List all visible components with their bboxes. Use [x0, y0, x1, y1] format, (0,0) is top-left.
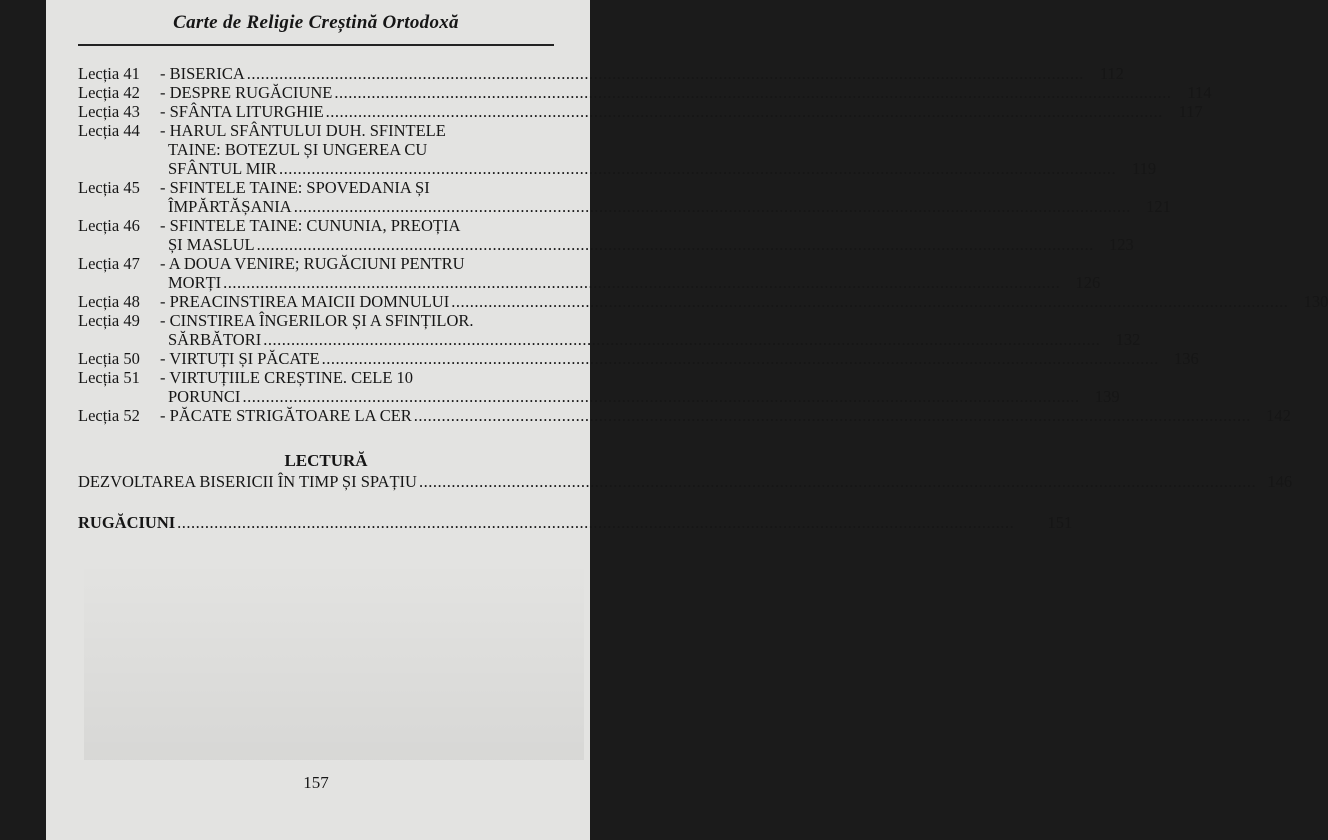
- toc-entry-reading: [78, 472, 1293, 491]
- toc-entry-title-line: - BISERICA: [160, 64, 245, 83]
- toc-entry-page: 117: [1178, 102, 1203, 121]
- dot-leader: [221, 273, 1062, 292]
- toc-entry-title-line: - CINSTIREA ÎNGERILOR ȘI A SFINȚILOR.: [160, 311, 474, 330]
- toc-entry: [78, 311, 1141, 349]
- toc-entry-page: 119: [1131, 159, 1157, 178]
- page-number: 157: [303, 773, 329, 792]
- toc-entry: [78, 349, 1199, 368]
- toc-entry-page: 121: [1146, 197, 1171, 216]
- toc-entry-title-line: - PĂCATE STRIGĂTOARE LA CER: [160, 406, 412, 425]
- toc-entry-label: Lecția 51: [78, 368, 140, 387]
- toc-entry-page: 130: [1303, 292, 1328, 311]
- toc-entry: [78, 102, 1203, 121]
- toc-entry-title-line: - VIRTUȚI ȘI PĂCATE: [160, 349, 320, 368]
- toc-entry: [78, 83, 1212, 102]
- book-page: [46, 0, 1328, 840]
- toc-entry-page: 112: [1099, 64, 1124, 83]
- toc-entry-label: Lecția 42: [78, 83, 140, 102]
- toc-entry-page: 139: [1094, 387, 1120, 406]
- toc-entry-page: 136: [1173, 349, 1199, 368]
- dot-leader: [277, 159, 1118, 178]
- toc-list: [78, 64, 1328, 425]
- toc-entry: [78, 368, 1120, 406]
- toc-entry-title-line: TAINE: BOTEZUL ȘI UNGEREA CU: [168, 140, 428, 159]
- toc-entry-page: 114: [1187, 83, 1212, 102]
- toc-entry-title-line: - A DOUA VENIRE; RUGĂCIUNI PENTRU: [160, 254, 465, 273]
- dot-leader: [320, 349, 1161, 368]
- toc-entry-page: 146: [1267, 472, 1293, 491]
- toc-entry-title-line: SĂRBĂTORI: [168, 330, 262, 349]
- toc-entry-title-line: - VIRTUȚIILE CREȘTINE. CELE 10: [160, 368, 414, 387]
- toc-entry-label: Lecția 44: [78, 121, 140, 140]
- toc-entry-label: Lecția 43: [78, 102, 140, 121]
- dot-leader: [417, 472, 1258, 491]
- dot-leader: [449, 292, 1290, 311]
- toc-entry: [78, 406, 1291, 425]
- toc-entry-title-line: ȘI MASLUL: [168, 235, 255, 254]
- toc-entry-label: Lecția 48: [78, 292, 140, 311]
- toc-entry: [78, 216, 1134, 254]
- toc-entry-label: Lecția 47: [78, 254, 140, 273]
- toc-entry-page: 132: [1115, 330, 1141, 349]
- toc-entry-label: Lecția 41: [78, 64, 140, 83]
- reading-section-title: LECTURĂ: [284, 451, 368, 470]
- toc-entry-title-line: MORȚI: [168, 273, 222, 292]
- dot-leader: [332, 83, 1173, 102]
- toc-entry-label: Lecția 46: [78, 216, 140, 235]
- toc-entry-page: 142: [1266, 406, 1291, 425]
- toc-entry-page: 151: [1047, 513, 1073, 532]
- dot-leader: [245, 64, 1086, 83]
- toc-entry-title-line: - SFÂNTA LITURGHIE: [160, 102, 324, 121]
- toc-entry: [78, 292, 1328, 311]
- toc-entry-label: Lecția 49: [78, 311, 140, 330]
- toc-entry-label: Lecția 52: [78, 406, 140, 425]
- dot-leader: [175, 513, 1016, 532]
- dot-leader: [240, 387, 1081, 406]
- toc-entry-page: 126: [1075, 273, 1101, 292]
- header-rule: [78, 44, 554, 46]
- toc-entry-label: Lecția 45: [78, 178, 140, 197]
- toc-entry-page: 123: [1109, 235, 1134, 254]
- toc-entry-title-line: ÎMPĂRTĂȘANIA: [168, 197, 292, 216]
- toc-entry-title-line: - PREACINSTIREA MAICII DOMNULUI: [160, 292, 450, 311]
- toc-entry: [78, 254, 1101, 292]
- toc-entry-title: RUGĂCIUNI: [78, 513, 176, 532]
- toc-entry-prayers: [78, 513, 1073, 532]
- toc-entry-title-line: SFÂNTUL MIR: [168, 159, 277, 178]
- dot-leader: [255, 235, 1096, 254]
- toc-entry-title: DEZVOLTAREA BISERICII ÎN TIMP ȘI SPAȚIU: [78, 472, 417, 491]
- toc-entry-title-line: - DESPRE RUGĂCIUNE: [160, 83, 333, 102]
- table-of-contents: [78, 64, 1328, 532]
- toc-entry-title-line: - HARUL SFÂNTULUI DUH. SFINTELE: [160, 121, 446, 140]
- toc-entry-title-line: PORUNCI: [168, 387, 241, 406]
- running-header: Carte de Religie Creștină Ortodoxă: [173, 12, 459, 33]
- page-shading: [84, 560, 584, 760]
- toc-entry-label: Lecția 50: [78, 349, 140, 368]
- dot-leader: [324, 102, 1165, 121]
- dot-leader: [412, 406, 1253, 425]
- toc-entry: [78, 121, 1157, 178]
- dot-leader: [292, 197, 1133, 216]
- toc-entry-title-line: - SFINTELE TAINE: SPOVEDANIA ȘI: [160, 178, 430, 197]
- toc-entry-title-line: - SFINTELE TAINE: CUNUNIA, PREOȚIA: [160, 216, 461, 235]
- dot-leader: [261, 330, 1102, 349]
- toc-entry: [78, 64, 1124, 83]
- toc-entry: [78, 178, 1171, 216]
